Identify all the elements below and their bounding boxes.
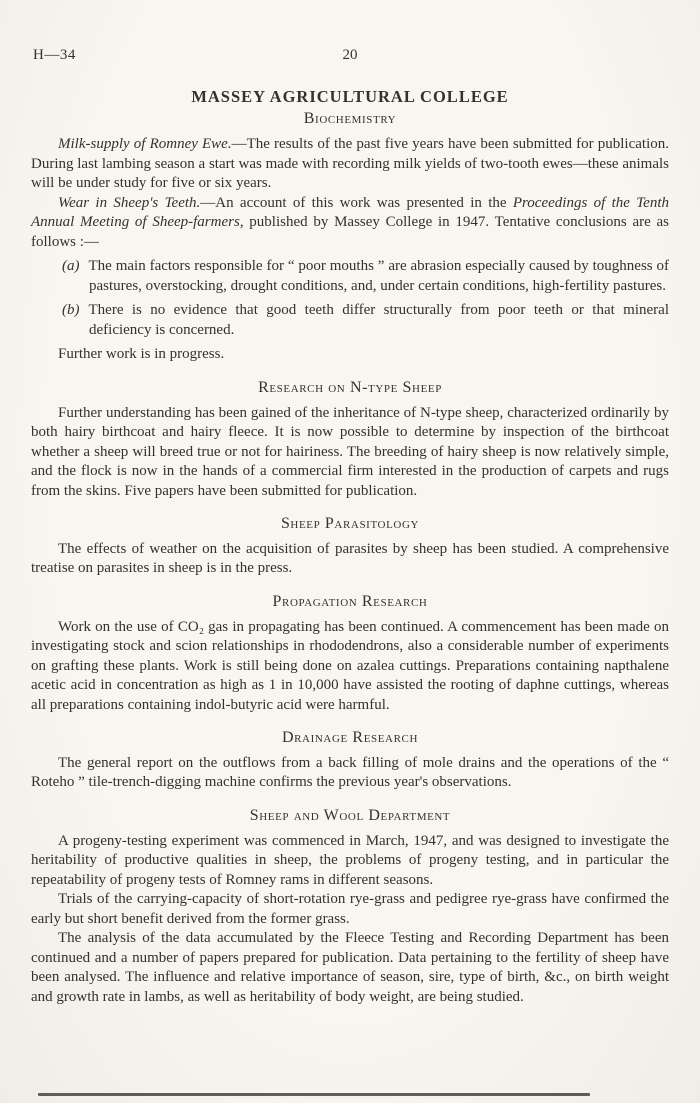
page-number: 20	[342, 47, 358, 63]
paragraph-progeny-testing: A progeny-testing experiment was commenced in March, 1947, and was designed to investigate the heritability of productive qualities in sheep, the problems of progeny testing, and in particular the repeatability of progeny tests of Romney rams in different seasons.	[31, 832, 669, 888]
paragraph-teeth-wear: Wear in Sheep's Teeth.—An account of this work was presented in the Proceedings of the Tenth Annual Meeting of Sheep-farmers, published by Massey College in 1947. Tentative conclusions are as follows :—	[31, 194, 670, 250]
list-item-a-text: The main factors responsible for “ poor mouths ” are abrasion especially caused by toughness of pastures, overstocking, drought conditions, and, under certain conditions, high-fertility pastures.	[88, 258, 669, 294]
section-heading-parasitology: Sheep Parasitology	[280, 515, 420, 533]
document-reference: H—34	[33, 47, 76, 63]
paragraph-propagation: Work on the use of CO₂ gas in propagating has been continued. A commencement has been made on investigating stock and scion relationships in rhododendrons, also a considerable number of experiments on grafting these plants. Work is still being done on azalea cuttings. Preparations containing napthalene acetic acid in concentration as high as 1 in 10,000 have assisted the rooting of daphne cuttings, whereas all preparations containing indol-butyric acid were harmful.	[31, 618, 669, 713]
paragraph-parasitology: The effects of weather on the acquisition of parasites by sheep has been studied. A comprehensive treatise on parasites in sheep is in the press.	[31, 540, 669, 577]
paragraph-further-work: Further work is in progress.	[58, 346, 225, 363]
section-heading-sheep-wool: Sheep and Wool Department	[249, 806, 451, 824]
section-heading-ntype-sheep: Research on N-type Sheep	[258, 378, 442, 396]
list-item-a	[31, 257, 669, 296]
paragraph-ntype-sheep: Further understanding has been gained of the inheritance of N-type sheep, characterized ordinarily by both hairy birthcoat and hairy fleece. It is now possible to determine by inspection of the birthcoat whether a sheep will breed true or not for hairiness. The breeding of hairy sheep is now relatively simple, and the flock is now in the hands of a commercial firm interested in the production of carpets and rugs from the skins. Five papers have been submitted for publication.	[31, 404, 669, 499]
section-heading-propagation: Propagation Research	[272, 592, 428, 610]
paragraph-fleece-testing: The analysis of the data accumulated by the Fleece Testing and Recording Department has been continued and a number of papers prepared for publication. Data pertaining to the fertility of sheep have been analysed. The influence and relative importance of season, sire, type of birth, &c., on birth weight and growth rate in lambs, as well as heritability of body weight, are being studied.	[31, 930, 669, 1005]
paragraph-milk-supply: Milk-supply of Romney Ewe.—The results of the past five years have been submitted for publication. During last lambing season a start was made with recording milk yields of two-tooth ewes—these animals will be under study for five or six years.	[31, 136, 669, 192]
list-item-b	[31, 301, 669, 340]
list-marker-a: (a)	[62, 258, 80, 275]
document-title: MASSEY AGRICULTURAL COLLEGE	[191, 87, 509, 106]
list-marker-b: (b)	[62, 302, 80, 319]
section-heading-drainage: Drainage Research	[281, 729, 419, 747]
paragraph-rye-grass: Trials of the carrying-capacity of short-rotation rye-grass and pedigree rye-grass have confirmed the early but short benefit derived from the former grass.	[31, 891, 669, 927]
paragraph-drainage: The general report on the outflows from a back filling of mole drains and the operations of the “ Roteho ” tile-trench-digging machine confirms the previous year's observations.	[31, 754, 669, 791]
list-item-b-text: There is no evidence that good teeth differ structurally from poor teeth or that mineral deficiency is concerned.	[88, 302, 669, 338]
page-header	[31, 46, 669, 66]
section-heading-biochemistry: Biochemistry	[303, 110, 397, 128]
page-bottom-scan-edge	[38, 1093, 590, 1096]
